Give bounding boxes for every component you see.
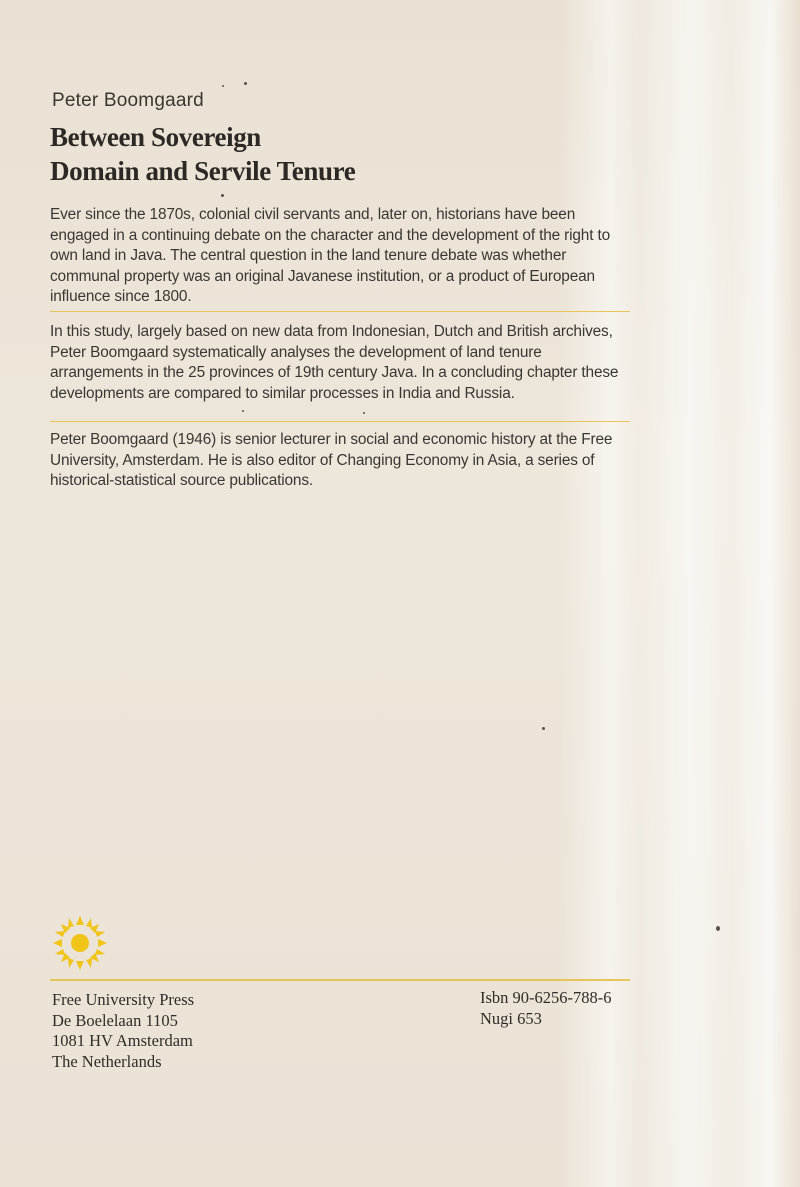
divider-rule	[50, 421, 630, 422]
paper-speck	[542, 727, 545, 730]
title-line-1: Between Sovereign	[50, 122, 261, 152]
summary-paragraph-2: In this study, largely based on new data from Indonesian, Dutch and British archives, Peter Boomgaard systematically analyses the development of land tenure arrangements in the 25 provinces of 19th century Java. In a concluding chapter these developments are compared to similar processes in India and Russia.	[50, 323, 619, 402]
isbn-number: Isbn 90-6256-788-6	[480, 988, 612, 1007]
author-name: Peter Boomgaard	[52, 90, 204, 111]
catalog-numbers	[480, 988, 612, 1029]
publisher-street: De Boelelaan 1105	[52, 1010, 178, 1030]
summary-paragraph-1: Ever since the 1870s, colonial civil servants and, later on, historians have been engaged in a continuing debate on the character and the development of the right to own land in Java. The central question in the land tenure debate was whether communal property was an original Javanese institution, or a product of European influence since 1800.	[50, 206, 610, 305]
paper-speck	[363, 412, 365, 414]
book-title	[50, 120, 355, 188]
publisher-country: The Netherlands	[52, 1051, 162, 1071]
footer-divider-rule	[50, 979, 630, 981]
publisher-address	[52, 990, 194, 1072]
sun-emblem-icon	[51, 914, 109, 972]
paper-speck	[242, 410, 244, 412]
paper-speck	[222, 85, 224, 87]
paper-speck	[716, 926, 720, 931]
title-line-2: Domain and Servile Tenure	[50, 156, 356, 186]
paper-speck	[221, 194, 224, 197]
nugi-number: Nugi 653	[480, 1008, 542, 1028]
divider-rule	[50, 311, 630, 312]
paper-speck	[244, 82, 247, 85]
author-bio-paragraph: Peter Boomgaard (1946) is senior lecturer in social and economic history at the Free University, Amsterdam. He is also editor of Changing Economy in Asia, a series of historical-statistical source publications.	[50, 431, 613, 489]
publisher-name: Free University Press	[52, 990, 195, 1009]
publisher-city: 1081 HV Amsterdam	[52, 1031, 193, 1050]
